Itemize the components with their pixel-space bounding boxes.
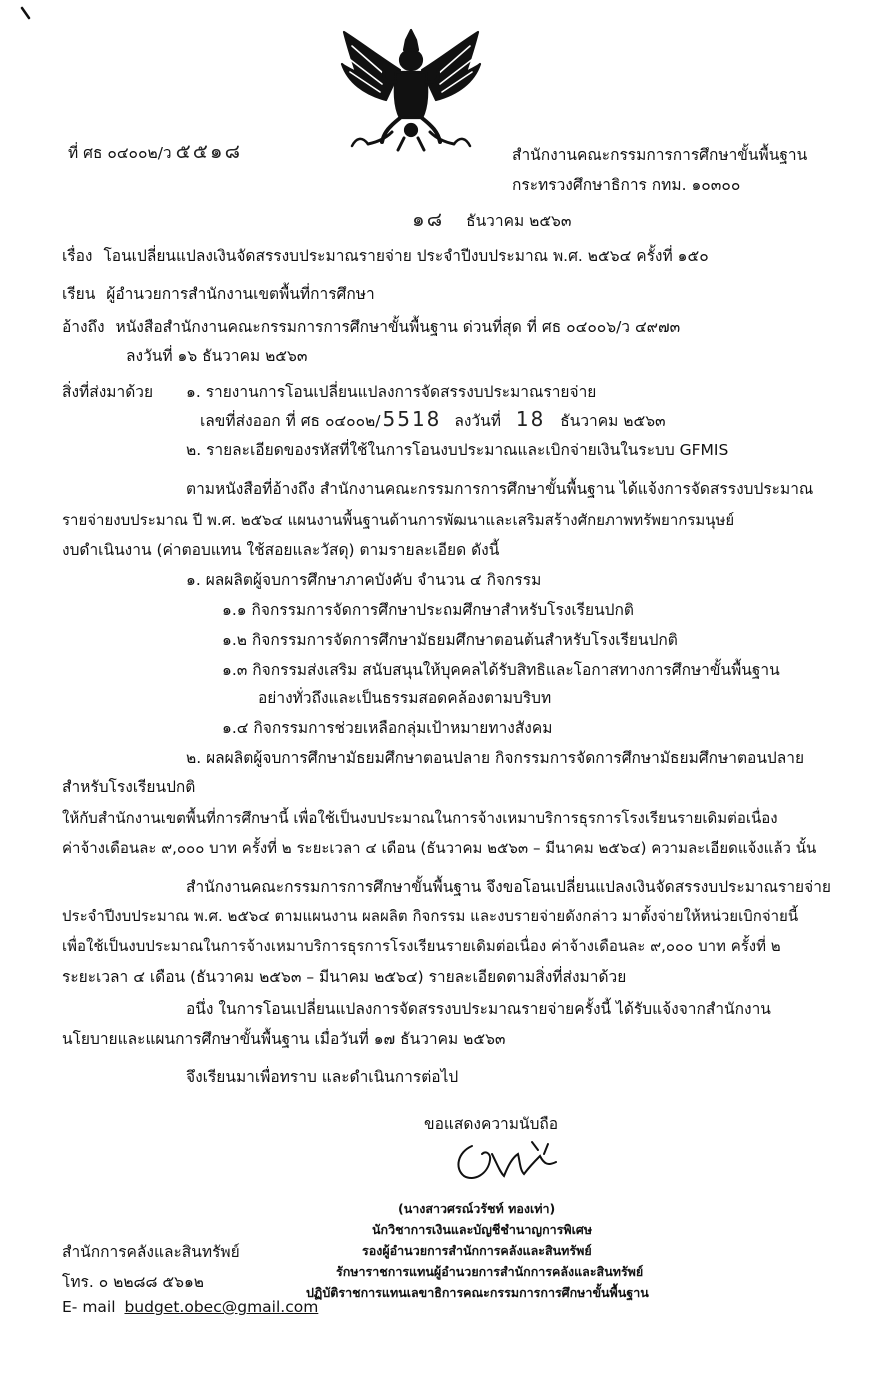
recipient-label: เรียน (62, 285, 96, 303)
footer-department: สำนักการคลังและสินทรัพย์ (62, 1243, 240, 1261)
enclosure-number-prefix: เลขที่ส่งออก ที่ ศธ ๐๔๐๐๒/ (200, 412, 381, 430)
list-item-1-2: ๑.๒ กิจกรรมการจัดการศึกษามัธยมศึกษาตอนต้นสำหรับโรงเรียนปกติ (222, 631, 678, 649)
body-p3-line1: สำนักงานคณะกรรมการการศึกษาขั้นพื้นฐาน จึงขอโอนเปลี่ยนแปลงเงินจัดสรรงบประมาณรายจ่าย (186, 878, 831, 896)
sender-office-line1: สำนักงานคณะกรรมการการศึกษาขั้นพื้นฐาน (512, 146, 808, 164)
subject-label: เรื่อง (62, 247, 93, 265)
subject-line (62, 243, 709, 268)
signer-title-2: รองผู้อำนวยการสำนักการคลังและสินทรัพย์ (362, 1243, 592, 1258)
closing-salutation: ขอแสดงความนับถือ (424, 1115, 559, 1133)
enclosures-label: สิ่งที่ส่งมาด้วย (62, 383, 154, 401)
garuda-emblem (338, 26, 484, 152)
date-month-year: ธันวาคม ๒๕๖๓ (466, 212, 572, 230)
list-item-1-3-line2: อย่างทั่วถึงและเป็นธรรมสอดคล้องตามบริบท (258, 689, 552, 707)
footer-email-label: E- mail (62, 1298, 116, 1316)
body-p1-line2: รายจ่ายงบประมาณ ปี พ.ศ. ๒๕๖๔ แผนงานพื้นฐานด้านการพัฒนาและเสริมสร้างศักยภาพทรัพยากรมนุษย์ (62, 511, 735, 529)
signer-title-1: นักวิชาการเงินและบัญชีชำนาญการพิเศษ (372, 1222, 593, 1237)
body-p4-line1: อนึ่ง ในการโอนเปลี่ยนแปลงการจัดสรรงบประมาณรายจ่ายครั้งนี้ ได้รับแจ้งจากสำนักงาน (186, 1000, 771, 1018)
date-day-handwritten: ๑๘ (412, 207, 445, 231)
reference-text: หนังสือสำนักงานคณะกรรมการการศึกษาขั้นพื้นฐาน ด่วนที่สุด ที่ ศธ ๐๔๐๐๖/ว ๔๙๗๓ (115, 318, 681, 336)
footer-email-link[interactable]: budget.obec@gmail.com (124, 1298, 319, 1316)
enclosure-item1-line2 (200, 407, 666, 433)
footer-email-line (62, 1298, 318, 1316)
list-item-1: ๑. ผลผลิตผู้จบการศึกษาภาคบังคับ จำนวน ๔ กิจกรรม (186, 571, 542, 589)
document-number (68, 135, 242, 167)
body-p1-line3: งบดำเนินงาน (ค่าตอบแทน ใช้สอยและวัสดุ) ตามรายละเอียด ดังนี้ (62, 541, 500, 559)
subject-text: โอนเปลี่ยนแปลงเงินจัดสรรงบประมาณรายจ่าย ประจำปีงบประมาณ พ.ศ. ๒๕๖๔ ครั้งที่ ๑๕๐ (103, 247, 709, 265)
document-number-handwritten: ๕๕๑๘ (175, 139, 243, 163)
recipient-text: ผู้อำนวยการสำนักงานเขตพื้นที่การศึกษา (106, 285, 375, 303)
signature (448, 1136, 578, 1186)
body-p3-line3: เพื่อใช้เป็นงบประมาณในการจ้างเหมาบริการธุรการโรงเรียนรายเดิมต่อเนื่อง ค่าจ้างเดือนละ ๙,๐๐๐ บาท ครั้งที่ ๒ (62, 937, 781, 955)
sender-office-line2: กระทรวงศึกษาธิการ กทม. ๑๐๓๐๐ (512, 176, 741, 194)
enclosure-date-label: ลงวันที่ (454, 412, 501, 430)
enclosure-number-handwritten: 5518 (382, 407, 442, 431)
body-p1-line1: ตามหนังสือที่อ้างถึง สำนักงานคณะกรรมการการศึกษาขั้นพื้นฐาน ได้แจ้งการจัดสรรงบประมาณ (186, 480, 814, 498)
body-p3-line4: ระยะเวลา ๔ เดือน (ธันวาคม ๒๕๖๓ – มีนาคม ๒๕๖๔) รายละเอียดตามสิ่งที่ส่งมาด้วย (62, 968, 627, 986)
enclosure-day-handwritten: 18 (515, 407, 546, 431)
signer-title-4: ปฏิบัติราชการแทนเลขาธิการคณะกรรมการการศึกษาขั้นพื้นฐาน (306, 1285, 649, 1300)
enclosure-item2: ๒. รายละเอียดของรหัสที่ใช้ในการโอนงบประมาณและเบิกจ่ายเงินในระบบ GFMIS (186, 441, 729, 459)
reference-line2: ลงวันที่ ๑๖ ธันวาคม ๒๕๖๓ (126, 347, 308, 365)
document-number-prefix: ที่ ศธ ๐๔๐๐๒/ว (68, 144, 172, 162)
signer-title-3: รักษาราชการแทนผู้อำนวยการสำนักการคลังและสินทรัพย์ (336, 1264, 644, 1279)
list-item-1-1: ๑.๑ กิจกรรมการจัดการศึกษาประถมศึกษาสำหรับโรงเรียนปกติ (222, 601, 634, 619)
footer-phone: โทร. ๐ ๒๒๘๘ ๕๖๑๒ (62, 1273, 205, 1291)
enclosure-item1-line1: ๑. รายงานการโอนเปลี่ยนแปลงการจัดสรรงบประมาณรายจ่าย (186, 383, 597, 401)
enclosure-date-suffix: ธันวาคม ๒๕๖๓ (560, 412, 666, 430)
reference-label: อ้างถึง (62, 318, 105, 336)
document-date (412, 203, 571, 235)
body-p2-line2: ค่าจ้างเดือนละ ๙,๐๐๐ บาท ครั้งที่ ๒ ระยะเวลา ๔ เดือน (ธันวาคม ๒๕๖๓ – มีนาคม ๒๕๖๔) ความละเอียดแจ้งแล้ว นั้น (62, 839, 817, 857)
signer-name: (นางสาวศรณ์วรัชท์ ทองเท่า) (398, 1201, 556, 1216)
body-p3-line2: ประจำปีงบประมาณ พ.ศ. ๒๕๖๔ ตามแผนงาน ผลผลิต กิจกรรม และงบรายจ่ายดังกล่าว มาตั้งจ่ายให้หน่วยเบิกจ่ายนี้ (62, 907, 799, 925)
body-p5: จึงเรียนมาเพื่อทราบ และดำเนินการต่อไป (186, 1068, 459, 1086)
body-p4-line2: นโยบายและแผนการศึกษาขั้นพื้นฐาน เมื่อวันที่ ๑๗ ธันวาคม ๒๕๖๓ (62, 1030, 506, 1048)
reference-line1 (62, 314, 680, 339)
body-p2-line1: ให้กับสำนักงานเขตพื้นที่การศึกษานี้ เพื่อใช้เป็นงบประมาณในการจ้างเหมาบริการธุรการโรงเรียนรายเดิมต่อเนื่อง (62, 809, 778, 827)
list-item-1-4: ๑.๔ กิจกรรมการช่วยเหลือกลุ่มเป้าหมายทางสังคม (222, 719, 553, 737)
list-item-2-line2: สำหรับโรงเรียนปกติ (62, 778, 196, 796)
list-item-1-3-line1: ๑.๓ กิจกรรมส่งเสริม สนับสนุนให้บุคคลได้รับสิทธิและโอกาสทางการศึกษาขั้นพื้นฐาน (222, 661, 780, 679)
scan-mark (20, 6, 32, 20)
list-item-2-line1: ๒. ผลผลิตผู้จบการศึกษามัธยมศึกษาตอนปลาย กิจกรรมการจัดการศึกษามัธยมศึกษาตอนปลาย (186, 749, 805, 767)
recipient-line (62, 281, 375, 306)
